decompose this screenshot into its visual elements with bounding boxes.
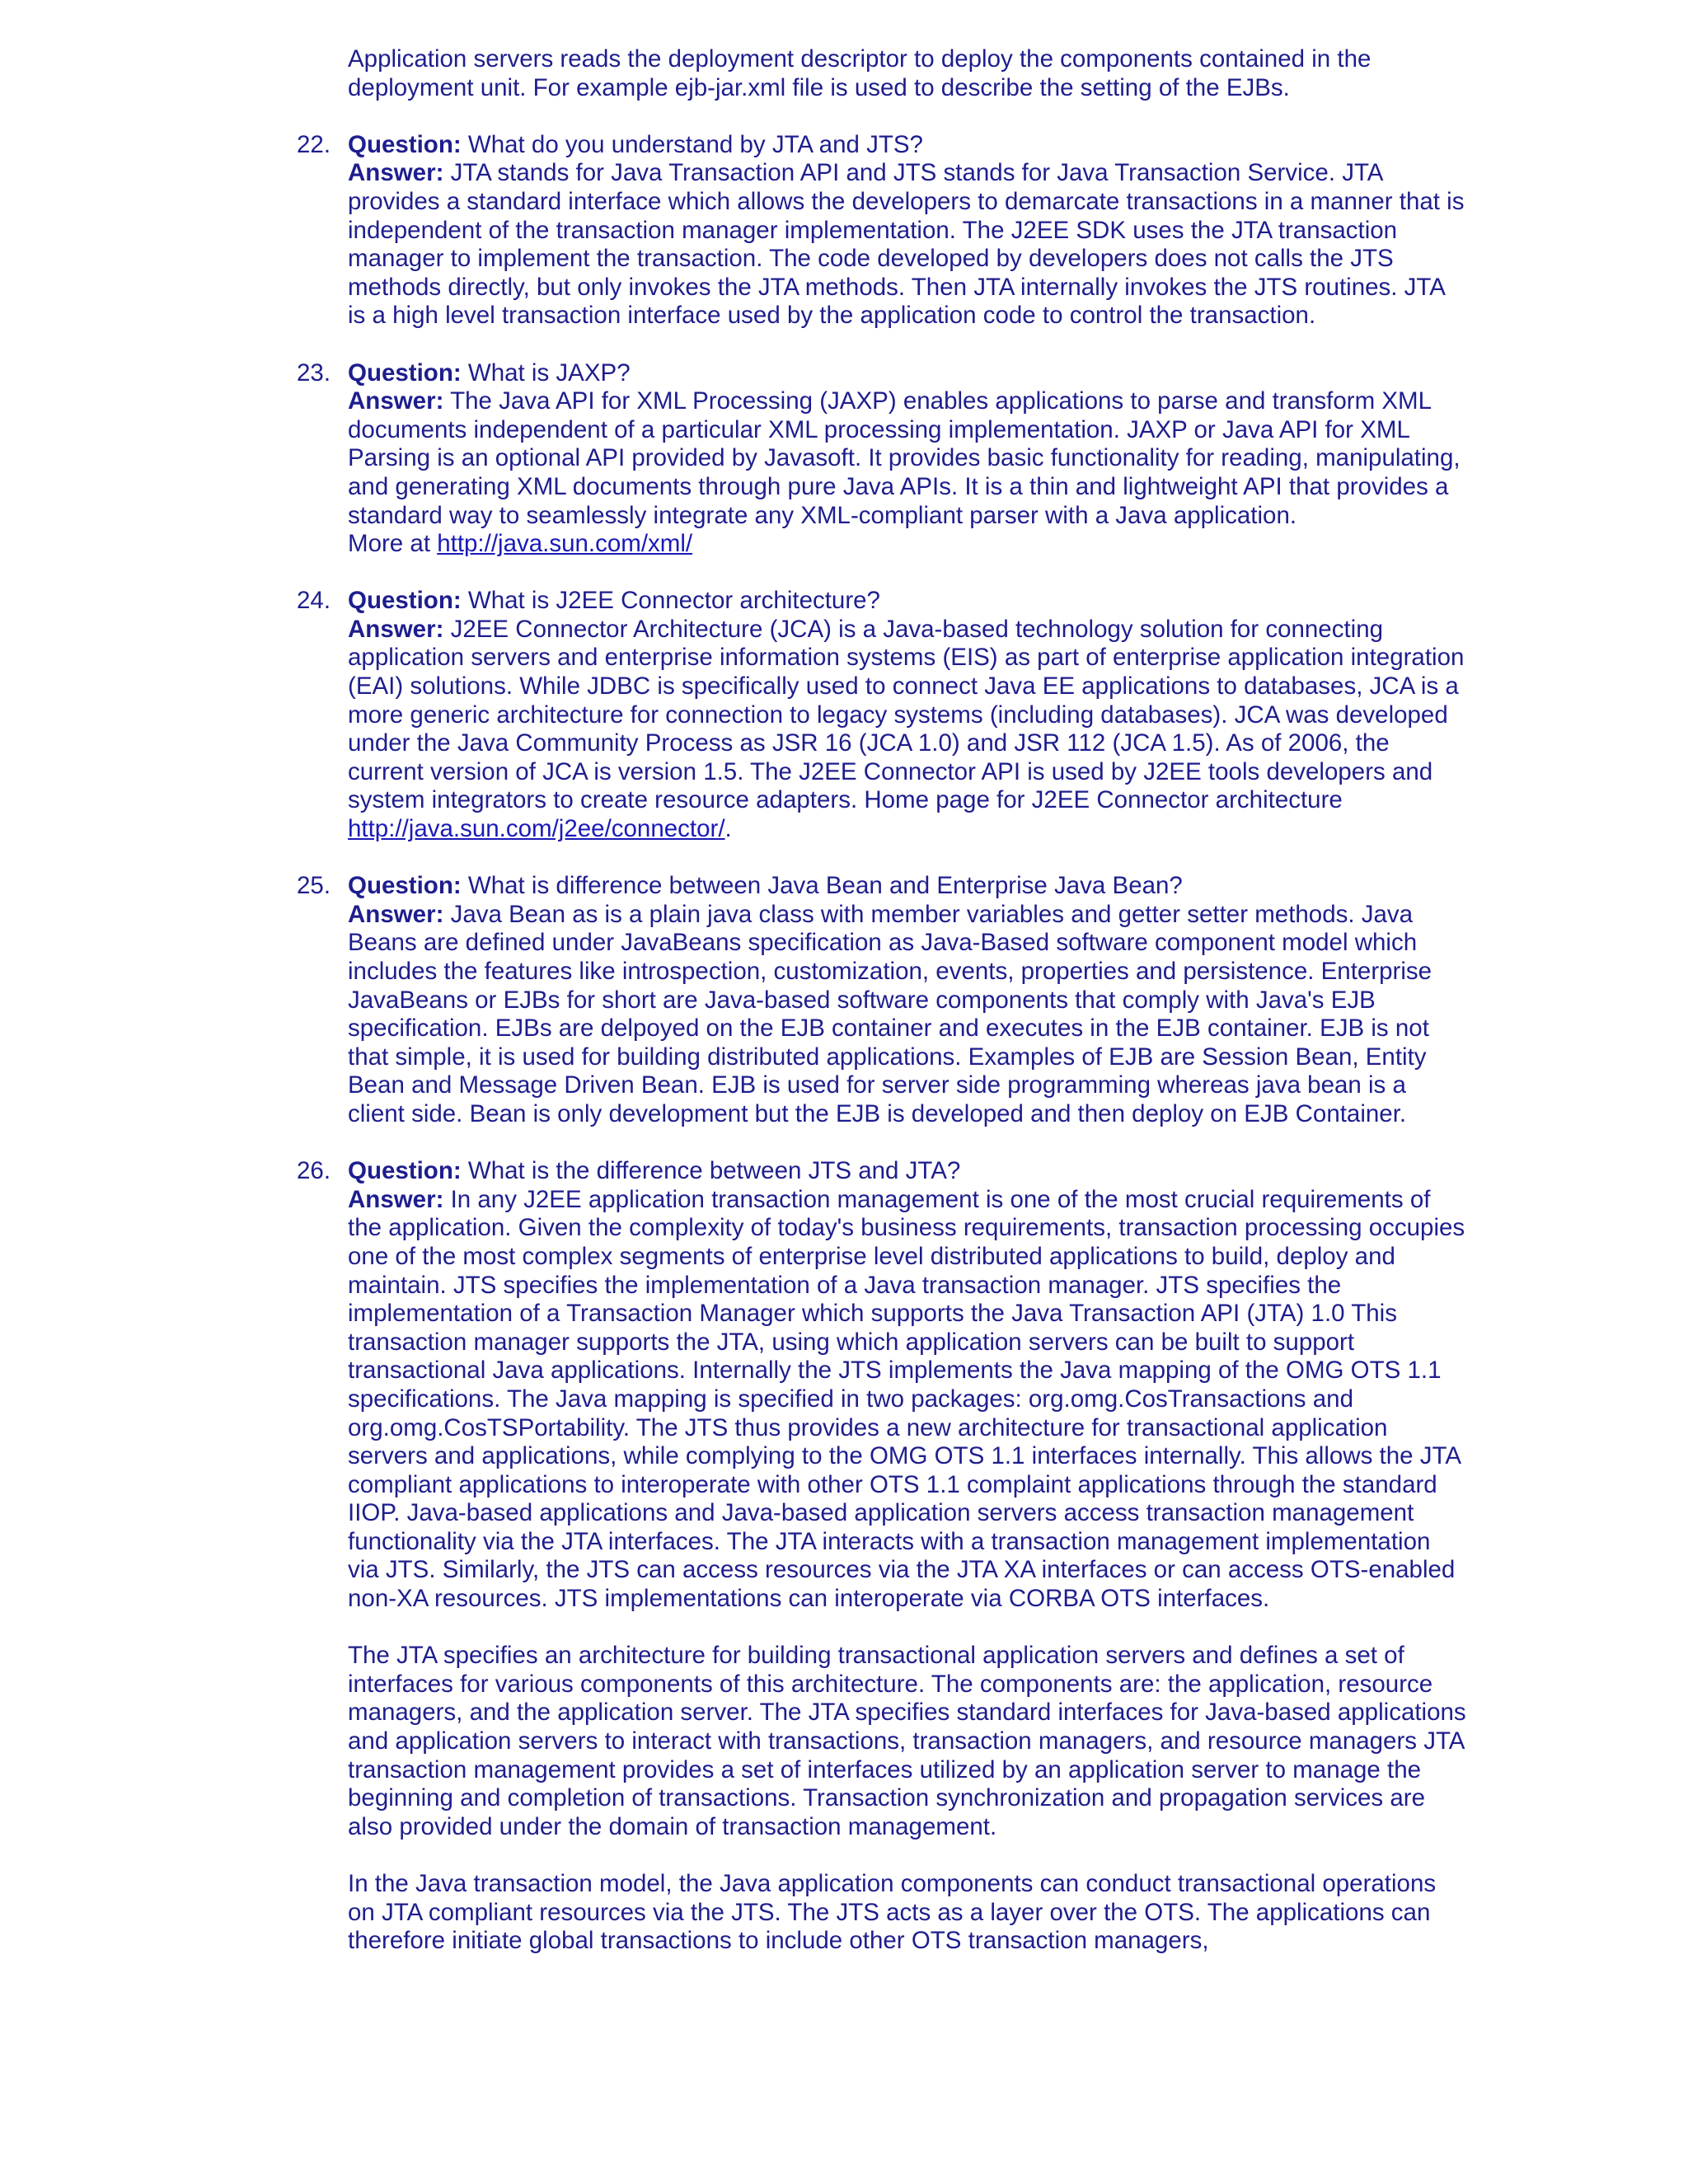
answer-text: In any J2EE application transaction management is one of the most crucial requirements of the application. Given the complexity of today's business requirements, transaction processing occupies one of the most complex segments of enterprise level distributed applications to build, deploy and maintain. JTS specifies the implementation of a Java transaction manager. JTS specifies the implementation of a Transaction Manager which supports the Java Transaction API (JTA) 1.0 This transaction manager supports the JTA, using which application servers can be built to support transactional Java applications. Internally the JTS implements the Java mapping of the OMG OTS 1.1 specifications. The Java mapping is specified in two packages: org.omg.CosTransactions and org.omg.CosTSPortability. The JTS thus provides a new architecture for transactional application servers and applications, while complying to the OMG OTS 1.1 interfaces internally. This allows the JTA compliant applications to interoperate with other OTS 1.1 complaint applications through the standard IIOP. Java-based applications and Java-based application servers access transaction management functionality via the JTA interfaces. The JTA interacts with a transaction management implementation via JTS. Similarly, the JTS can access resources via the JTA XA interfaces or can access OTS-enabled non-XA resources. JTS implementations can interoperate via CORBA OTS interfaces.: [348, 1185, 1465, 1613]
jaxp-link[interactable]: http://java.sun.com/xml/: [437, 530, 693, 558]
connector-link[interactable]: http://java.sun.com/j2ee/connector/: [348, 815, 725, 843]
answer-paragraph: [297, 901, 1467, 1129]
item-number: 24.: [297, 587, 331, 615]
qa-item-26: [297, 1157, 1467, 1956]
qa-item-25: [297, 872, 1467, 1128]
intro-paragraph: Application servers reads the deployment descriptor to deploy the components contained in the deployment unit. For example ejb-jar.xml file is used to describe the setting of the EJBs.: [348, 45, 1372, 101]
qa-item-22: [297, 131, 1467, 330]
question-label: Question:: [348, 872, 462, 900]
question-text: What is J2EE Connector architecture?: [467, 587, 880, 615]
question-text: What do you understand by JTA and JTS?: [467, 130, 923, 158]
question-text: What is difference between Java Bean and Enterprise Java Bean?: [467, 872, 1183, 900]
qa-item-24: [297, 587, 1467, 843]
question-line: [297, 131, 1467, 160]
answer-text: Java Bean as is a plain java class with member variables and getter setter methods. Java Beans are defined under JavaBeans specification as Java-Based software component model which includes the features like introspection, customization, events, properties and persistence. Enterprise JavaBeans or EJBs for short are Java-based software components that comply with Java's EJB specification. EJBs are delpoyed on the EJB container and executes in the EJB container. EJB is not that simple, it is used for building distributed applications. Examples of EJB are Session Bean, Entity Bean and Message Driven Bean. EJB is used for server side programming whereas java bean is a client side. Bean is only development but the EJB is developed and then deploy on EJB Container.: [348, 900, 1432, 1127]
answer-text: The Java API for XML Processing (JAXP) enables applications to parse and transform XML documents independent of a particular XML processing implementation. JAXP or Java API for XML Parsing is an optional API provided by Javasoft. It provides basic functionality for reading, manipulating, and generating XML documents through pure Java APIs. It is a thin and lightweight API that provides a standard way to seamlessly integrate any XML-compliant parser with a Java application.: [348, 387, 1461, 529]
question-line: [297, 359, 1467, 388]
question-line: [297, 1157, 1467, 1186]
question-label: Question:: [348, 1157, 462, 1185]
answer-paragraph: [297, 616, 1467, 844]
item-number: 25.: [297, 872, 331, 900]
answer-label: Answer:: [348, 159, 444, 187]
question-label: Question:: [348, 587, 462, 615]
answer-continuation-paragraph: The JTA specifies an architecture for building transactional application servers and defines a set of interfaces for various components of this architecture. The components are: the application, resource managers, and the application server. The JTA specifies standard interfaces for Java-based applications and application servers to interact with transactions, transaction managers, and resource managers JTA transaction management provides a set of interfaces utilized by an application server to manage the beginning and completion of transactions. Transaction synchronization and propagation services are also provided under the domain of transaction management.: [348, 1642, 1466, 1840]
question-text: What is JAXP?: [467, 359, 631, 387]
item-number: 22.: [297, 130, 331, 158]
answer-continuation-paragraph: In the Java transaction model, the Java application components can conduct transactional operations on JTA compliant resources via the JTS. The JTS acts as a layer over the OTS. The applications can therefore initiate global transactions to include other OTS transaction managers,: [348, 1870, 1437, 1955]
answer-paragraph: [297, 1186, 1467, 1614]
answer-text: JTA stands for Java Transaction API and JTS stands for Java Transaction Service. JTA provides a standard interface which allows the developers to demarcate transactions in a manner that is independent of the transaction manager implementation. The J2EE SDK uses the JTA transaction manager to implement the transaction. The code developed by developers does not calls the JTS methods directly, but only invokes the JTA methods. Then JTA internally invokes the JTS routines. JTA is a high level transaction interface used by the application code to control the transaction.: [348, 159, 1465, 330]
more-prefix: More at: [348, 530, 438, 558]
link-suffix: .: [724, 815, 732, 843]
document-page: [297, 45, 1467, 1956]
item-number: 26.: [297, 1157, 331, 1185]
question-text: What is the difference between JTS and JTA?: [467, 1157, 961, 1185]
item-number: 23.: [297, 359, 331, 387]
question-label: Question:: [348, 359, 462, 387]
answer-label: Answer:: [348, 615, 444, 643]
answer-paragraph: [297, 159, 1467, 330]
answer-label: Answer:: [348, 900, 444, 928]
more-info-line: [297, 530, 1467, 559]
question-line: [297, 872, 1467, 901]
answer-label: Answer:: [348, 387, 444, 415]
question-line: [297, 587, 1467, 616]
qa-item-23: [297, 359, 1467, 559]
answer-label: Answer:: [348, 1185, 444, 1213]
question-label: Question:: [348, 130, 462, 158]
answer-text: J2EE Connector Architecture (JCA) is a Java-based technology solution for connecting application servers and enterprise information systems (EIS) as part of enterprise application integration (EAI) solutions. While JDBC is specifically used to connect Java EE applications to databases, JCA is a more generic architecture for connection to legacy systems (including databases). JCA was developed under the Java Community Process as JSR 16 (JCA 1.0) and JSR 112 (JCA 1.5). As of 2006, the current version of JCA is version 1.5. The J2EE Connector API is used by J2EE tools developers and system integrators to create resource adapters. Home page for J2EE Connector architecture: [348, 615, 1465, 814]
answer-paragraph: [297, 387, 1467, 530]
